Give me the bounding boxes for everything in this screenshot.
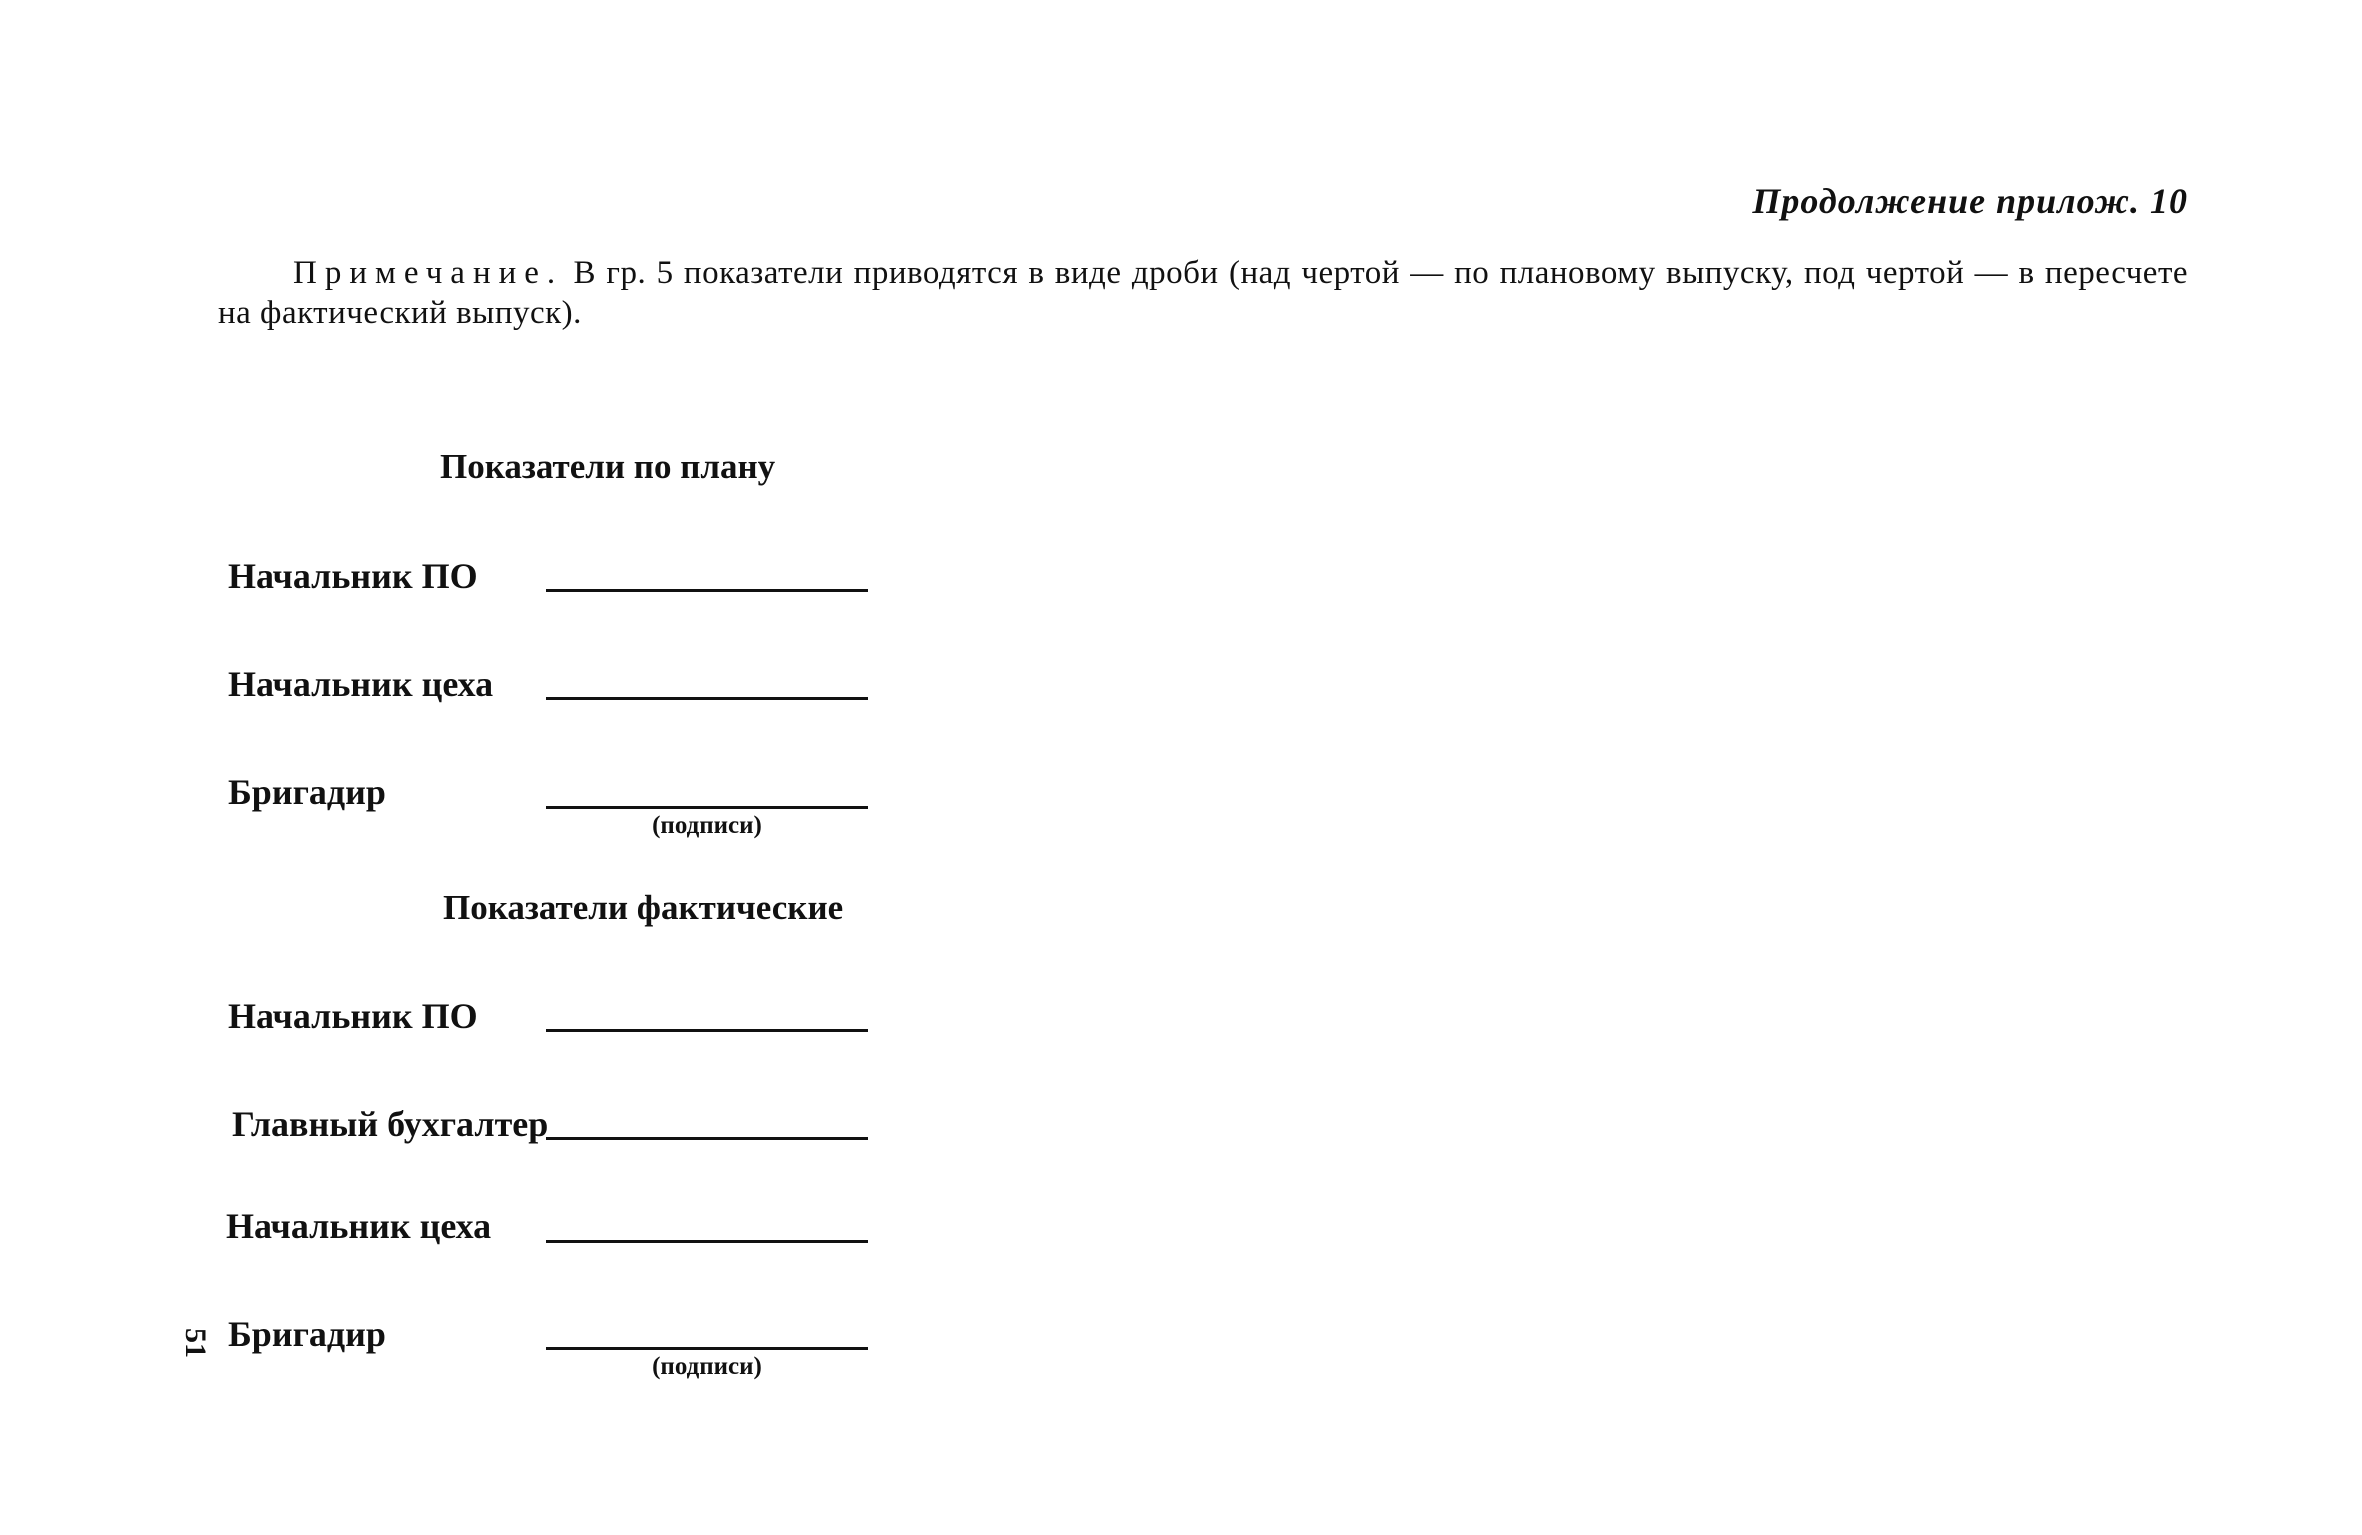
note-paragraph bbox=[218, 253, 2188, 333]
actual-signature-line bbox=[546, 1137, 868, 1140]
actual-signature-line bbox=[546, 1029, 868, 1032]
note-lead: Примечание. bbox=[293, 255, 564, 291]
actual-signature-caption: (подписи) bbox=[652, 1353, 762, 1380]
actual-row-label: Бригадир bbox=[228, 1314, 386, 1354]
actual-row-label: Начальник ПО bbox=[228, 996, 478, 1036]
plan-signature-line bbox=[546, 806, 868, 809]
plan-section-title: Показатели по плану bbox=[440, 447, 776, 486]
actual-signature-line bbox=[546, 1240, 868, 1243]
plan-row-label: Начальник ПО bbox=[228, 556, 478, 596]
actual-row-label: Главный бухгалтер bbox=[232, 1104, 549, 1144]
plan-signature-line bbox=[546, 589, 868, 592]
continuation-header: Продолжение прилож. 10 bbox=[1752, 181, 2188, 221]
plan-signature-line bbox=[546, 697, 868, 700]
plan-row-label: Бригадир bbox=[228, 772, 386, 812]
actual-signature-line bbox=[546, 1347, 868, 1350]
plan-row-label: Начальник цеха bbox=[228, 664, 494, 704]
plan-signature-caption: (подписи) bbox=[652, 812, 762, 839]
page-number: 51 bbox=[179, 1328, 212, 1358]
note-text: В гр. 5 показатели приводятся в виде дроби (над чертой — по плановому выпуску, под чертой — в пересчете на фактический выпуск). bbox=[218, 255, 2189, 331]
actual-section-title: Показатели фактические bbox=[443, 888, 844, 927]
actual-row-label: Начальник цеха bbox=[226, 1206, 492, 1246]
